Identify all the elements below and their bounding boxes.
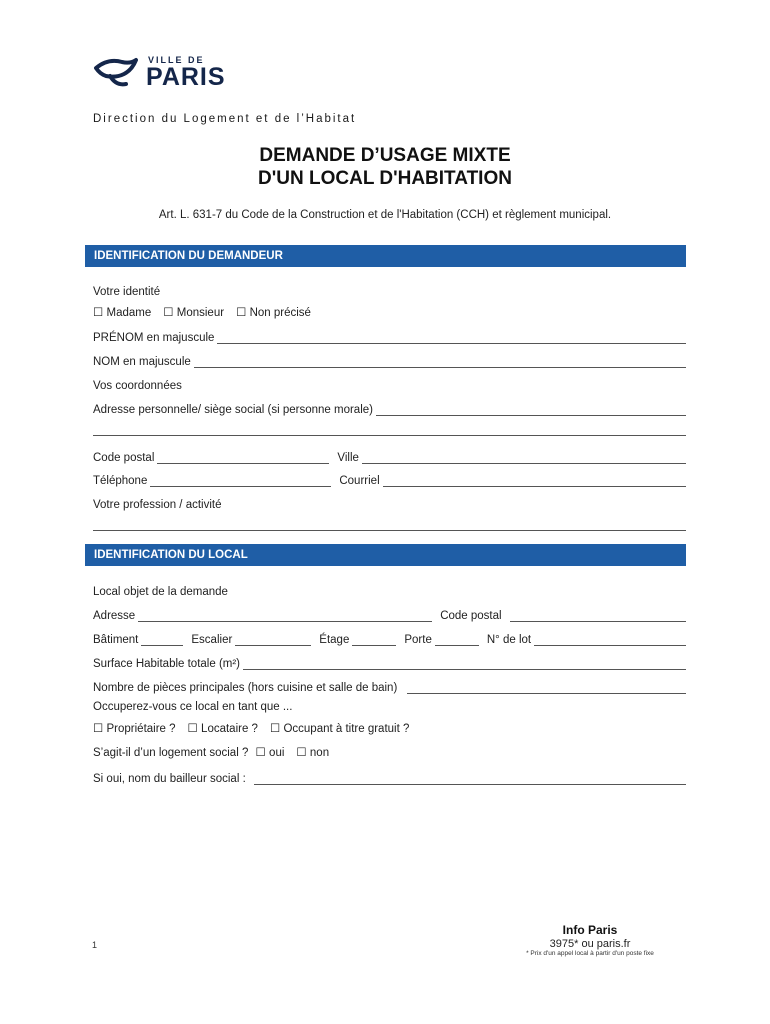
adresse-local-input-line[interactable] bbox=[138, 610, 432, 622]
ville-de-paris-logo bbox=[92, 52, 232, 96]
checkbox-madame[interactable]: ☐ Madame bbox=[93, 307, 152, 319]
profession-input-line[interactable] bbox=[93, 529, 686, 531]
profession-label-text: Votre profession / activité bbox=[93, 499, 222, 511]
surface-label: Surface Habitable totale (m²) bbox=[93, 658, 241, 670]
prenom-input-line[interactable] bbox=[217, 332, 686, 344]
direction-label: Direction du Logement et de l’Habitat bbox=[93, 113, 357, 125]
checkbox-non-precise[interactable]: ☐ Non précisé bbox=[236, 307, 311, 319]
telephone-input-line[interactable] bbox=[150, 475, 331, 487]
telephone-label: Téléphone bbox=[93, 475, 148, 487]
prenom-label: PRÉNOM en majuscule bbox=[93, 332, 215, 344]
courriel-label: Courriel bbox=[339, 475, 380, 487]
pieces-label: Nombre de pièces principales (hors cuisine et salle de bain) bbox=[93, 682, 398, 694]
adresse-personnelle-label: Adresse personnelle/ siège social (si personne morale) bbox=[93, 404, 373, 416]
form-title-line2: D'UN LOCAL D'HABITATION bbox=[258, 168, 512, 189]
identity-label-text: Votre identité bbox=[93, 286, 161, 298]
checkbox-oui[interactable]: ☐ oui bbox=[255, 747, 285, 759]
lot-label: N° de lot bbox=[486, 634, 532, 646]
adresse-personnelle-field[interactable] bbox=[93, 400, 686, 416]
local-label bbox=[93, 582, 686, 598]
paris-ship-icon bbox=[92, 54, 142, 90]
code-postal-local-label: Code postal bbox=[440, 610, 502, 622]
logo-ville-de: VILLE DE bbox=[148, 55, 205, 65]
info-paris-title: Info Paris bbox=[562, 923, 618, 937]
checkbox-monsieur[interactable]: ☐ Monsieur bbox=[163, 307, 225, 319]
logo-paris: PARIS bbox=[146, 63, 226, 91]
nom-input-line[interactable] bbox=[194, 356, 686, 368]
checkbox-proprietaire[interactable]: ☐ Propriétaire ? bbox=[93, 723, 176, 735]
local-label-text: Local objet de la demande bbox=[93, 586, 228, 598]
surface-field[interactable] bbox=[93, 654, 686, 670]
batiment-label: Bâtiment bbox=[93, 634, 139, 646]
adresse-local-label: Adresse bbox=[93, 610, 136, 622]
adresse-local-row bbox=[93, 606, 686, 622]
porte-label: Porte bbox=[404, 634, 432, 646]
coordonnees-label bbox=[93, 376, 686, 392]
code-postal-ville-row bbox=[93, 448, 686, 464]
etage-label: Étage bbox=[319, 634, 350, 646]
pieces-input-line[interactable] bbox=[407, 682, 686, 694]
occupation-options bbox=[93, 721, 421, 735]
form-subtitle: Art. L. 631-7 du Code de la Construction et de l'Habitation (CCH) et règlement municipal. bbox=[158, 209, 612, 221]
code-postal-label: Code postal bbox=[93, 452, 155, 464]
porte-input-line[interactable] bbox=[435, 634, 479, 646]
pieces-field[interactable] bbox=[93, 678, 686, 694]
lot-input-line[interactable] bbox=[534, 634, 686, 646]
batiment-row bbox=[93, 630, 686, 646]
checkbox-occupant-gratuit[interactable]: ☐ Occupant à titre gratuit ? bbox=[269, 723, 410, 735]
etage-input-line[interactable] bbox=[352, 634, 396, 646]
logement-social-row bbox=[93, 745, 341, 759]
batiment-input-line[interactable] bbox=[141, 634, 183, 646]
section-local-header: IDENTIFICATION DU LOCAL bbox=[85, 544, 686, 566]
surface-input-line[interactable] bbox=[243, 658, 686, 670]
bailleur-label: Si oui, nom du bailleur social : bbox=[93, 773, 246, 785]
section-demandeur-header: IDENTIFICATION DU DEMANDEUR bbox=[85, 245, 686, 267]
bailleur-input-line[interactable] bbox=[254, 773, 686, 785]
occupation-label-text: Occuperez-vous ce local en tant que ... bbox=[93, 701, 293, 713]
escalier-input-line[interactable] bbox=[235, 634, 311, 646]
info-paris-contact: 3975* ou paris.fr bbox=[549, 938, 631, 950]
code-postal-input-line[interactable] bbox=[157, 452, 329, 464]
page-number: 1 bbox=[92, 940, 98, 950]
nom-label: NOM en majuscule bbox=[93, 356, 191, 368]
bailleur-field[interactable] bbox=[93, 769, 686, 785]
prenom-field[interactable] bbox=[93, 328, 686, 344]
checkbox-non[interactable]: ☐ non bbox=[296, 747, 330, 759]
nom-field[interactable] bbox=[93, 352, 686, 368]
ville-label: Ville bbox=[337, 452, 359, 464]
telephone-courriel-row bbox=[93, 471, 686, 487]
info-paris-note: * Prix d'un appel local à partir d'un poste fixe bbox=[526, 950, 654, 957]
checkbox-locataire[interactable]: ☐ Locataire ? bbox=[187, 723, 258, 735]
coordonnees-label-text: Vos coordonnées bbox=[93, 380, 182, 392]
escalier-label: Escalier bbox=[191, 634, 233, 646]
identity-label bbox=[93, 282, 686, 298]
ville-input-line[interactable] bbox=[362, 452, 686, 464]
logement-social-label: S’agit-il d’un logement social ? bbox=[93, 747, 249, 759]
courriel-input-line[interactable] bbox=[383, 475, 686, 487]
adresse-continuation-line[interactable] bbox=[93, 434, 686, 436]
profession-label bbox=[93, 495, 686, 511]
form-title-line1: DEMANDE D’USAGE MIXTE bbox=[259, 145, 511, 166]
occupation-label bbox=[93, 697, 686, 713]
adresse-personnelle-input-line[interactable] bbox=[376, 404, 686, 416]
code-postal-local-input-line[interactable] bbox=[510, 610, 686, 622]
civility-options bbox=[93, 305, 323, 319]
